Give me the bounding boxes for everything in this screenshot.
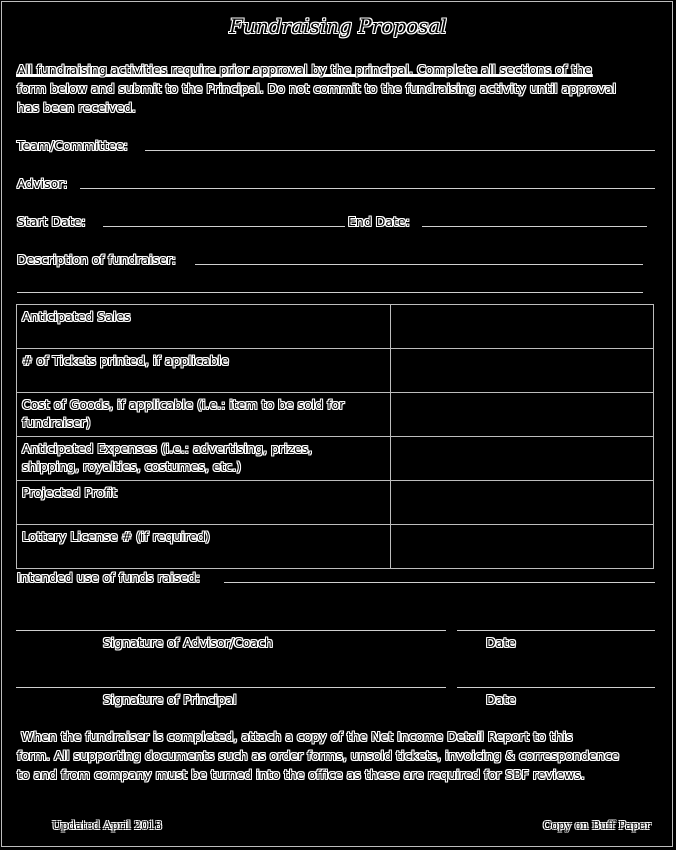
row-label: Anticipated Sales — [22, 309, 131, 324]
team-input-line[interactable] — [145, 150, 655, 151]
row-label-continued: shipping, royalties, costumes, etc.) — [22, 459, 242, 474]
description-input-line-1[interactable] — [195, 264, 643, 265]
table-row — [17, 349, 654, 393]
closing-line-2: form. All supporting documents such as order forms, unsold tickets, invoicing & correspondence — [17, 748, 620, 763]
table-row — [17, 393, 654, 437]
row-label-cell — [17, 525, 391, 569]
description-input-line-2[interactable] — [17, 292, 643, 293]
row-value-cell[interactable] — [391, 305, 654, 349]
advisor-input-line[interactable] — [80, 188, 655, 189]
copy-note: Copy on Buff Paper — [543, 819, 651, 832]
start-date-label: Start Date: — [17, 214, 86, 229]
row-label: Anticipated Expenses (i.e.: advertising, prizes, — [22, 441, 313, 456]
sales-table — [16, 304, 654, 569]
row-label-cell — [17, 393, 391, 437]
advisor-label: Advisor: — [17, 176, 68, 191]
closing-line-3: to and from company must be turned into the office as these are required for SBF reviews. — [17, 767, 585, 782]
intended-use-label: Intended use of funds raised: — [17, 570, 201, 585]
end-date-input-line[interactable] — [422, 226, 647, 227]
start-date-input-line[interactable] — [103, 226, 345, 227]
description-label: Description of fundraiser: — [17, 252, 176, 267]
row-label: Cost of Goods, if applicable (i.e.: item to be sold for — [22, 397, 345, 412]
updated-note: Updated April 2013 — [52, 819, 163, 832]
row-label: Lottery License # (if required) — [22, 529, 210, 544]
row-label-cell — [17, 349, 391, 393]
row-value-cell[interactable] — [391, 525, 654, 569]
row-label-cell — [17, 481, 391, 525]
row-value-cell[interactable] — [391, 393, 654, 437]
row-label-cell — [17, 305, 391, 349]
row-label-continued: fundraiser) — [22, 415, 91, 430]
row-value-cell[interactable] — [391, 349, 654, 393]
table-row — [17, 481, 654, 525]
principal-signature-label: Signature of Principal — [103, 692, 237, 707]
table-row — [17, 305, 654, 349]
closing-text — [17, 727, 662, 784]
table-row — [17, 437, 654, 481]
principal-date-label: Date — [486, 692, 516, 707]
row-value-cell[interactable] — [391, 437, 654, 481]
closing-line-1: When the fundraiser is completed, attach a copy of the Net Income Detail Report to this — [17, 729, 573, 744]
row-label: Projected Profit — [22, 485, 117, 500]
row-value-cell[interactable] — [391, 481, 654, 525]
principal-signature-line[interactable] — [16, 687, 446, 688]
intro-line-2: form below and submit to the Principal. Do not commit to the fundraising activity until approval — [17, 81, 617, 96]
team-label: Team/Committee: — [17, 138, 128, 153]
intro-text — [17, 60, 657, 117]
row-label-cell — [17, 437, 391, 481]
principal-date-line[interactable] — [457, 687, 655, 688]
end-date-label: End Date: — [348, 214, 410, 229]
advisor-signature-line[interactable] — [16, 630, 446, 631]
intro-line-1: All fundraising activities require prior approval by the principal. Complete all sections of the — [17, 62, 592, 77]
advisor-signature-label: Signature of Advisor/Coach — [103, 635, 273, 650]
table-row — [17, 525, 654, 569]
intended-use-input-line[interactable] — [224, 582, 655, 583]
form-title: Fundraising Proposal — [229, 14, 447, 38]
advisor-date-line[interactable] — [457, 630, 655, 631]
row-label: # of Tickets printed, if applicable — [22, 353, 229, 368]
advisor-date-label: Date — [486, 635, 516, 650]
intro-line-3: has been received. — [17, 100, 136, 115]
